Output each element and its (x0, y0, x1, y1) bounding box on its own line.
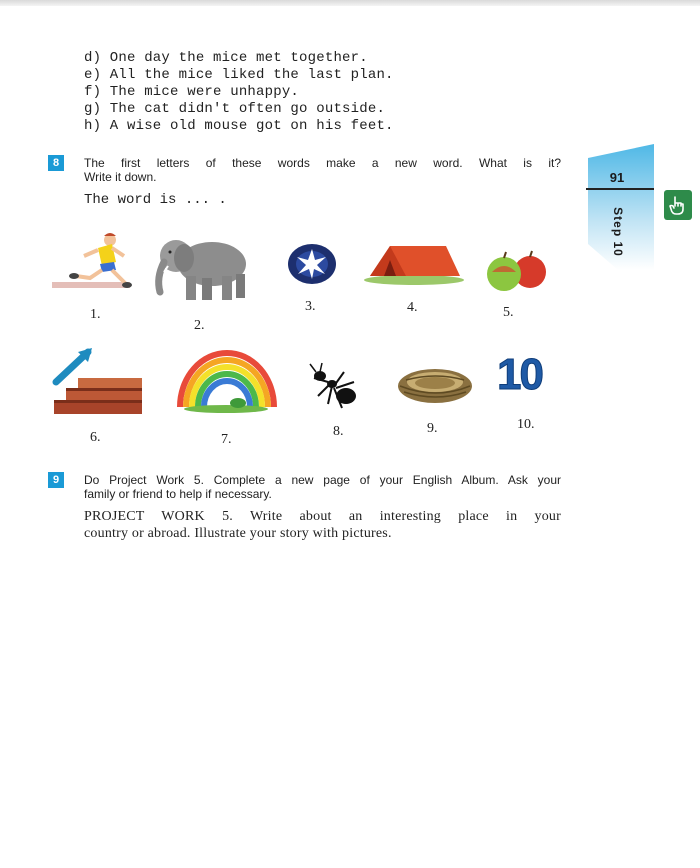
elephant-icon (152, 232, 252, 309)
picture-label: 1. (90, 307, 101, 322)
exercise-8-instruction (84, 156, 561, 184)
picture-label: 4. (407, 300, 418, 315)
list-item: d) One day the mice met together. (84, 50, 368, 66)
hand-pointer-icon (669, 195, 687, 215)
exercise-8-badge: 8 (48, 155, 64, 171)
picture-label: 6. (90, 430, 101, 445)
exercise-9-instruction (84, 473, 561, 501)
list-item: e) All the mice liked the last plan. (84, 67, 394, 83)
list-item: g) The cat didn't often go outside. (84, 101, 386, 117)
sentence-list (84, 50, 394, 135)
stairs-up-icon (50, 346, 146, 425)
picture-label: 9. (427, 421, 438, 436)
project-work-text (84, 508, 561, 542)
instruction-line: family or friend to help if necessary. (84, 487, 272, 501)
ant-icon (308, 362, 362, 419)
picture-label: 2. (194, 318, 205, 333)
answer-line: The word is ... . (84, 192, 227, 208)
picture-label: 5. (503, 305, 514, 320)
project-line: country or abroad. Illustrate your story with pictures. (84, 526, 392, 541)
list-item: h) A wise old mouse got on his feet. (84, 118, 394, 134)
instruction-line: The first letters of these words make a new word. What is it? (84, 156, 561, 170)
picture-label: 3. (305, 299, 316, 314)
list-item: f) The mice were unhappy. (84, 84, 300, 100)
exercise-9-badge: 9 (48, 472, 64, 488)
number-ten-icon: 10 (497, 350, 542, 399)
tab-divider (586, 188, 654, 190)
page-number: 91 (609, 170, 625, 185)
instruction-line: Do Project Work 5. Complete a new page of your English Album. Ask your (84, 473, 561, 487)
tent-icon (362, 240, 464, 291)
picture-label: 10. (517, 417, 535, 432)
apples-icon (484, 250, 550, 297)
top-shadow-bar (0, 0, 700, 6)
rainbow-icon (176, 345, 278, 418)
picture-label: 7. (221, 432, 232, 447)
step-label: Step 10 (611, 207, 625, 257)
running-boy-icon (50, 230, 140, 297)
star-icon (287, 243, 337, 290)
hand-pointer-button[interactable] (664, 190, 692, 220)
nest-icon (396, 362, 474, 411)
project-line: PROJECT WORK 5. Write about an interesting place in your (84, 509, 561, 524)
instruction-line: Write it down. (84, 170, 157, 184)
picture-label: 8. (333, 424, 344, 439)
